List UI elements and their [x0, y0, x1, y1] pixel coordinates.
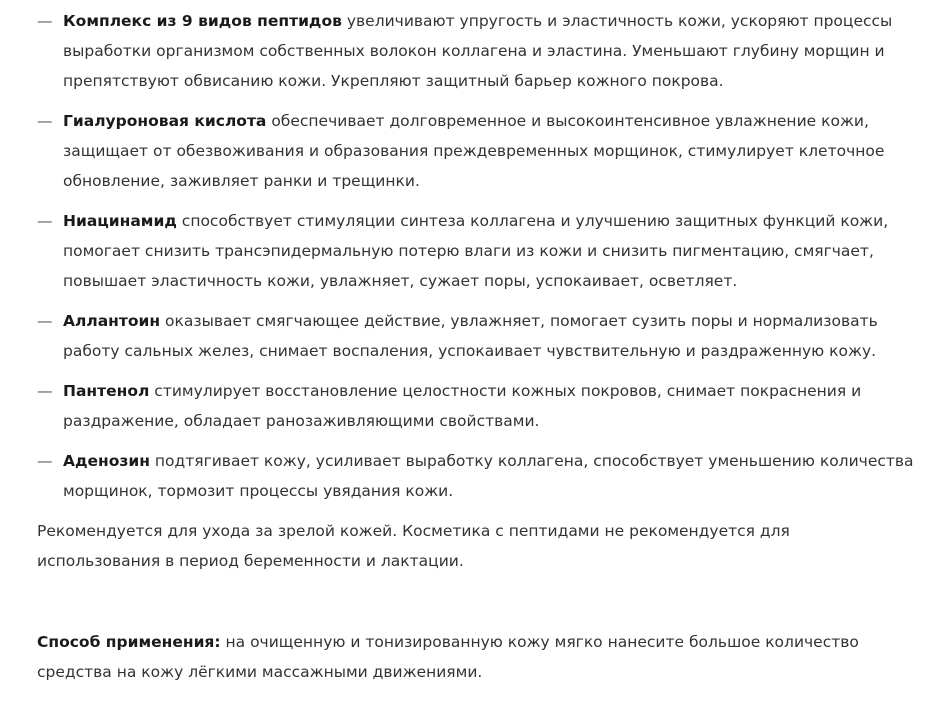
usage-paragraph [37, 627, 917, 687]
product-description [37, 6, 917, 687]
ingredient-name: Аденозин [63, 452, 150, 470]
dash-marker: — [37, 382, 53, 400]
ingredient-name: Гиалуроновая кислота [63, 112, 267, 130]
ingredient-item [37, 446, 917, 506]
ingredient-name: Аллантоин [63, 312, 161, 330]
dash-marker: — [37, 452, 53, 470]
ingredient-name: Пантенол [63, 382, 150, 400]
ingredient-item [37, 306, 917, 366]
ingredient-item [37, 376, 917, 436]
ingredient-description: обеспечивает долговременное и высокоинтенсивное увлажнение кожи, защищает от обезвоживания и образования преждевременных морщинок, стимулирует клеточное обновление, заживляет ранки и трещинки. [63, 112, 885, 190]
ingredient-item [37, 206, 917, 296]
ingredient-name: Ниацинамид [63, 212, 177, 230]
recommendation-paragraph: Рекомендуется для ухода за зрелой кожей. Косметика с пептидами не рекомендуется для использования в период беременности и лактации. [37, 522, 790, 570]
dash-marker: — [37, 212, 53, 230]
ingredient-description: стимулирует восстановление целостности кожных покровов, снимает покраснения и раздражение, обладает ранозаживляющими свойствами. [63, 382, 862, 430]
ingredient-description: способствует стимуляции синтеза коллагена и улучшению защитных функций кожи, помогает снизить трансэпидермальную потерю влаги из кожи и снизить пигментацию, смягчает, повышает эластичность кожи, увлажняет, сужает поры, успокаивает, осветляет. [63, 212, 889, 290]
dash-marker: — [37, 12, 53, 30]
ingredients-list [37, 6, 917, 506]
ingredient-name: Комплекс из 9 видов пептидов [63, 12, 342, 30]
usage-text: на очищенную и тонизированную кожу мягко нанесите большое количество средства на кожу лёгкими массажными движениями. [37, 633, 859, 681]
ingredient-description: оказывает смягчающее действие, увлажняет, помогает сузить поры и нормализовать работу сальных желез, снимает воспаления, успокаивает чувствительную и раздраженную кожу. [63, 312, 878, 360]
dash-marker: — [37, 112, 53, 130]
usage-label: Способ применения: [37, 633, 221, 651]
ingredient-description: увеличивают упругость и эластичность кожи, ускоряют процессы выработки организмом собственных волокон коллагена и эластина. Уменьшают глубину морщин и препятствуют обвисанию кожи. Укрепляют защитный барьер кожного покрова. [63, 12, 893, 90]
ingredient-item [37, 6, 917, 96]
ingredient-description: подтягивает кожу, усиливает выработку коллагена, способствует уменьшению количества морщинок, тормозит процессы увядания кожи. [63, 452, 914, 500]
ingredient-item [37, 106, 917, 196]
dash-marker: — [37, 312, 53, 330]
